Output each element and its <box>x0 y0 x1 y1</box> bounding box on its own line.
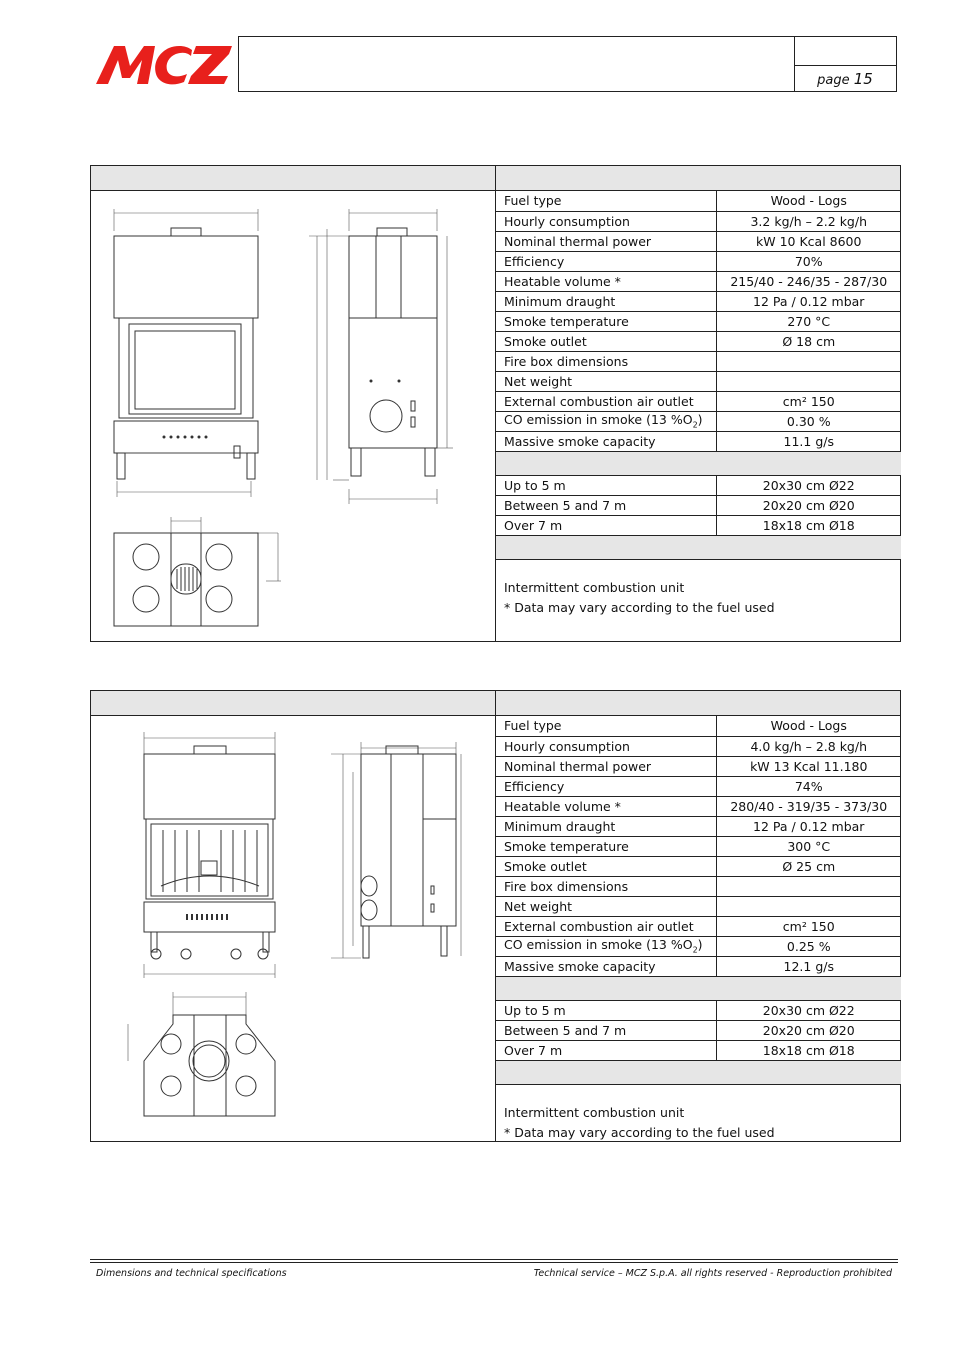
spec-label: Massive smoke capacity <box>496 431 716 451</box>
spec-label: Fuel type <box>496 716 716 736</box>
spec-label: Up to 5 m <box>496 1000 716 1020</box>
spec-value <box>716 351 901 371</box>
table-row <box>496 515 901 535</box>
spec-value: cm² 150 <box>716 391 901 411</box>
spec-label: Hourly consumption <box>496 736 716 756</box>
spec-value: kW 13 Kcal 11.180 <box>716 756 901 776</box>
spec-label <box>496 976 901 1000</box>
spec-value: 18x18 cm Ø18 <box>716 515 901 535</box>
panel-header-row <box>91 691 900 716</box>
table-row <box>496 876 901 896</box>
spec-label <box>496 1060 901 1084</box>
table-row <box>496 191 901 211</box>
spec-panel-1 <box>90 165 901 642</box>
spec-value: 215/40 - 246/35 - 287/30 <box>716 271 901 291</box>
table-row <box>496 231 901 251</box>
spec-value <box>716 371 901 391</box>
top-view <box>128 992 275 1116</box>
spec-table-1 <box>496 191 901 560</box>
spec-label <box>496 451 901 475</box>
spec-value: 11.1 g/s <box>716 431 901 451</box>
table-row <box>496 836 901 856</box>
spec-value: kW 10 Kcal 8600 <box>716 231 901 251</box>
spec-label: Smoke outlet <box>496 331 716 351</box>
spec-label: Between 5 and 7 m <box>496 495 716 515</box>
spec-label: Smoke outlet <box>496 856 716 876</box>
spec-value: 20x20 cm Ø20 <box>716 1020 901 1040</box>
notes-1 <box>504 578 775 618</box>
spec-value: Ø 25 cm <box>716 856 901 876</box>
top-view <box>114 517 281 626</box>
table-row <box>496 896 901 916</box>
stove-drawing-2 <box>91 716 495 1142</box>
table-row <box>496 411 901 431</box>
table-row <box>496 756 901 776</box>
front-view <box>114 209 258 497</box>
footer-rule <box>90 1259 898 1260</box>
table-row <box>496 1040 901 1060</box>
table-row <box>496 311 901 331</box>
spec-value: 300 °C <box>716 836 901 856</box>
spec-panel-2 <box>90 690 901 1142</box>
spec-value: Wood - Logs <box>716 716 901 736</box>
table-row <box>496 736 901 756</box>
spec-label: Efficiency <box>496 251 716 271</box>
spec-label: Net weight <box>496 896 716 916</box>
spec-label: Fire box dimensions <box>496 351 716 371</box>
spec-label: CO emission in smoke (13 $\%O_2$) <box>496 936 716 956</box>
spec-value: 20x30 cm Ø22 <box>716 1000 901 1020</box>
spec-label: Minimum draught <box>496 816 716 836</box>
spec-label: Hourly consumption <box>496 211 716 231</box>
footer-right-text: Technical service – MCZ S.p.A. all rights reserved - Reproduction prohibited <box>533 1268 892 1279</box>
side-view <box>331 742 461 958</box>
table-row <box>496 291 901 311</box>
spec-label: Net weight <box>496 371 716 391</box>
footer-left-text: Dimensions and technical specifications <box>96 1268 287 1279</box>
section-header-row <box>496 1060 901 1084</box>
spec-label: Up to 5 m <box>496 475 716 495</box>
spec-value <box>716 876 901 896</box>
section-header-row <box>496 535 901 559</box>
spec-value: 20x30 cm Ø22 <box>716 475 901 495</box>
note-line: * Data may vary according to the fuel used <box>504 1125 775 1140</box>
table-row <box>496 211 901 231</box>
table-row <box>496 431 901 451</box>
stove-drawing-1 <box>91 191 495 642</box>
spec-label: Minimum draught <box>496 291 716 311</box>
mcz-logo <box>92 42 234 86</box>
spec-label: CO emission in smoke (13 $\%O_2$) <box>496 411 716 431</box>
spec-value: Ø 18 cm <box>716 331 901 351</box>
section-header-row <box>496 976 901 1000</box>
table-row <box>496 716 901 736</box>
spec-value: 18x18 cm Ø18 <box>716 1040 901 1060</box>
spec-value: 12 Pa / 0.12 mbar <box>716 291 901 311</box>
front-view <box>144 732 275 978</box>
spec-label: Nominal thermal power <box>496 231 716 251</box>
table-row <box>496 816 901 836</box>
note-line: Intermittent combustion unit <box>504 580 685 595</box>
table-row <box>496 776 901 796</box>
page-number-value: 15 <box>853 70 873 88</box>
spec-value: cm² 150 <box>716 916 901 936</box>
table-row <box>496 1020 901 1040</box>
spec-value: 280/40 - 319/35 - 373/30 <box>716 796 901 816</box>
table-row <box>496 956 901 976</box>
footer-rule <box>90 1262 898 1263</box>
note-line: * Data may vary according to the fuel used <box>504 600 775 615</box>
spec-value: 270 °C <box>716 311 901 331</box>
table-row <box>496 331 901 351</box>
spec-value: 4.0 kg/h – 2.8 kg/h <box>716 736 901 756</box>
table-row <box>496 271 901 291</box>
spec-value: 0.30 % <box>716 411 901 431</box>
table-row <box>496 251 901 271</box>
table-row <box>496 371 901 391</box>
notes-2 <box>504 1103 775 1143</box>
table-row <box>496 1000 901 1020</box>
section-header-row <box>496 451 901 475</box>
spec-label: Between 5 and 7 m <box>496 1020 716 1040</box>
spec-label: External combustion air outlet <box>496 391 716 411</box>
spec-table-2 <box>496 716 901 1085</box>
table-row <box>496 475 901 495</box>
spec-label: External combustion air outlet <box>496 916 716 936</box>
table-row <box>496 391 901 411</box>
spec-label: Heatable volume * <box>496 796 716 816</box>
spec-value <box>716 896 901 916</box>
note-line: Intermittent combustion unit <box>504 1105 685 1120</box>
spec-value: 20x20 cm Ø20 <box>716 495 901 515</box>
spec-value: 12 Pa / 0.12 mbar <box>716 816 901 836</box>
page-number <box>795 66 895 92</box>
spec-label: Heatable volume * <box>496 271 716 291</box>
spec-value: Wood - Logs <box>716 191 901 211</box>
table-row <box>496 936 901 956</box>
table-row <box>496 916 901 936</box>
side-view <box>309 209 453 504</box>
spec-label: Nominal thermal power <box>496 756 716 776</box>
table-row <box>496 796 901 816</box>
table-row <box>496 351 901 371</box>
spec-label: Over 7 m <box>496 1040 716 1060</box>
spec-value: 74% <box>716 776 901 796</box>
spec-label: Massive smoke capacity <box>496 956 716 976</box>
spec-value: 12.1 g/s <box>716 956 901 976</box>
spec-value: 0.25 % <box>716 936 901 956</box>
spec-value: 70% <box>716 251 901 271</box>
spec-label: Over 7 m <box>496 515 716 535</box>
table-row <box>496 495 901 515</box>
spec-label: Efficiency <box>496 776 716 796</box>
spec-label <box>496 535 901 559</box>
spec-label: Smoke temperature <box>496 311 716 331</box>
page-label: page <box>817 73 850 88</box>
panel-header-row <box>91 166 900 191</box>
spec-label: Fire box dimensions <box>496 876 716 896</box>
spec-label: Fuel type <box>496 191 716 211</box>
spec-label: Smoke temperature <box>496 836 716 856</box>
spec-value: 3.2 kg/h – 2.2 kg/h <box>716 211 901 231</box>
table-row <box>496 856 901 876</box>
